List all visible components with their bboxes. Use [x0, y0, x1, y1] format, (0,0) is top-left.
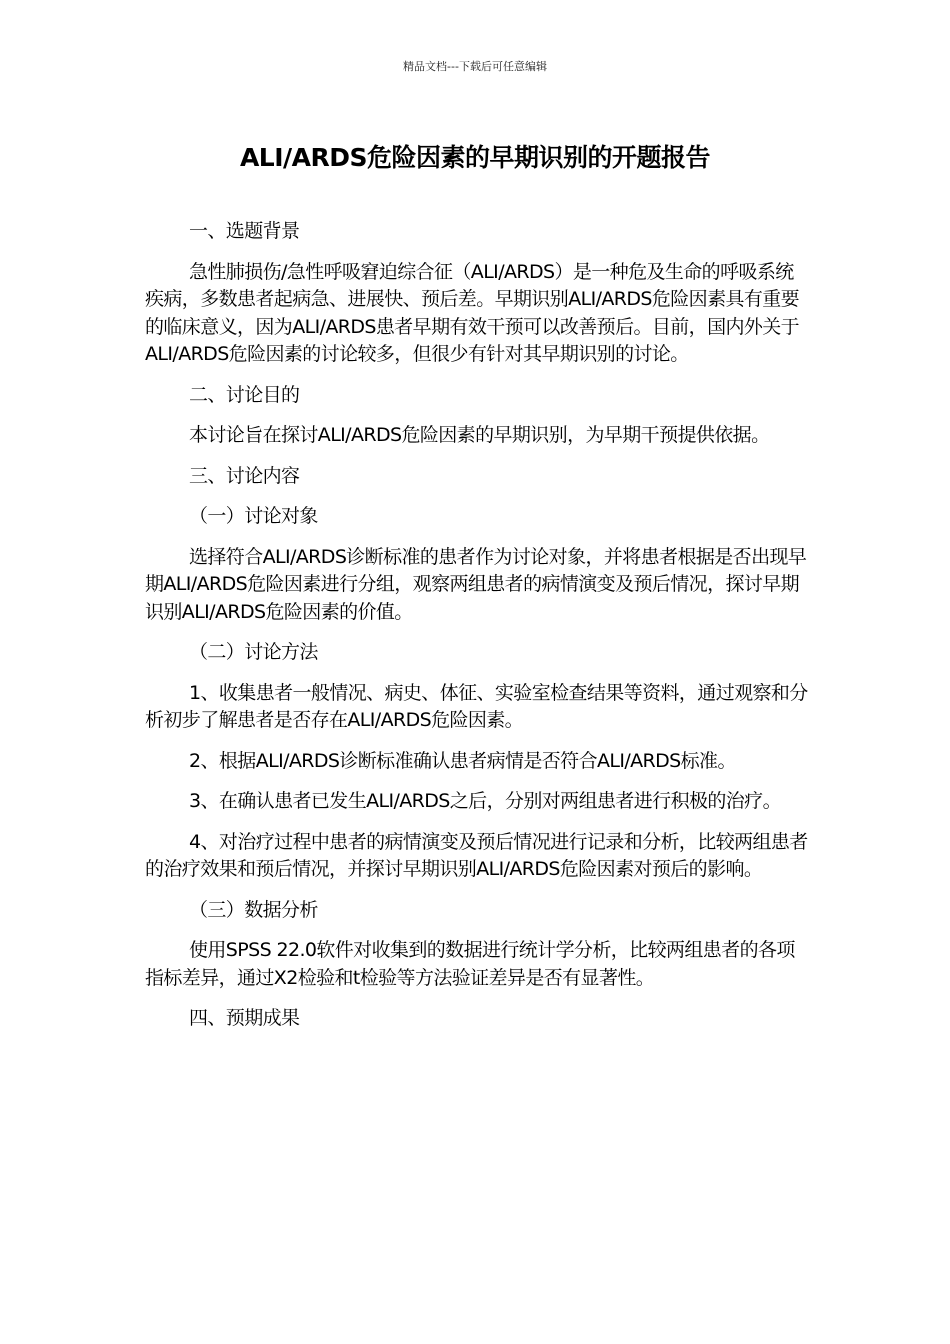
- paragraph-purpose: 本讨论旨在探讨ALI/ARDS危险因素的早期识别，为早期干预提供依据。: [189, 424, 770, 446]
- section-heading-background: 一、选题背景: [189, 220, 300, 242]
- section-heading-content: 三、讨论内容: [189, 464, 300, 487]
- method-item-1: 1、收集患者一般情况、病史、体征、实验室检查结果等资料，通过观察和分析初步了解患者是否存在ALI/ARDS危险因素。: [145, 681, 808, 731]
- method-item-4: 4、对治疗过程中患者的病情演变及预后情况进行记录和分析，比较两组患者的治疗效果和预后情况，并探讨早期识别ALI/ARDS危险因素对预后的影响。: [145, 830, 808, 880]
- subheading-methods: （二）讨论方法: [189, 641, 318, 663]
- section-heading-expected-results: 四、预期成果: [189, 1007, 300, 1029]
- section-heading-purpose: 二、讨论目的: [189, 383, 300, 406]
- subheading-data-analysis: （三）数据分析: [189, 898, 318, 921]
- method-item-3: 3、在确认患者已发生ALI/ARDS之后，分别对两组患者进行积极的治疗。: [189, 790, 781, 812]
- document-title: ALI/ARDS危险因素的早期识别的开题报告: [239, 143, 711, 172]
- page-header: 精品文档---下载后可任意编辑: [403, 60, 547, 73]
- paragraph-background: 急性肺损伤/急性呼吸窘迫综合征（ALI/ARDS）是一种危及生命的呼吸系统疾病，多数患者起病急、进展快、预后差。早期识别ALI/ARDS危险因素具有重要的临床意义，因为ALI/ARDS患者早期有效干预可以改善预后。目前，国内外关于ALI/ARDS危险因素的讨论较多，但很少有针对其早期识别的讨论。: [145, 260, 800, 365]
- paragraph-subjects: 选择符合ALI/ARDS诊断标准的患者作为讨论对象，并将患者根据是否出现早期ALI/ARDS危险因素进行分组，观察两组患者的病情演变及预后情况，探讨早期识别ALI/ARDS危险因素的价值。: [145, 545, 807, 623]
- paragraph-data-analysis: 使用SPSS 22.0软件对收集到的数据进行统计学分析，比较两组患者的各项指标差异，通过X2检验和t检验等方法验证差异是否有显著性。: [145, 939, 795, 989]
- method-item-2: 2、根据ALI/ARDS诊断标准确认患者病情是否符合ALI/ARDS标准。: [189, 749, 736, 772]
- subheading-subjects: （一）讨论对象: [189, 505, 318, 527]
- document-body: [145, 218, 810, 1046]
